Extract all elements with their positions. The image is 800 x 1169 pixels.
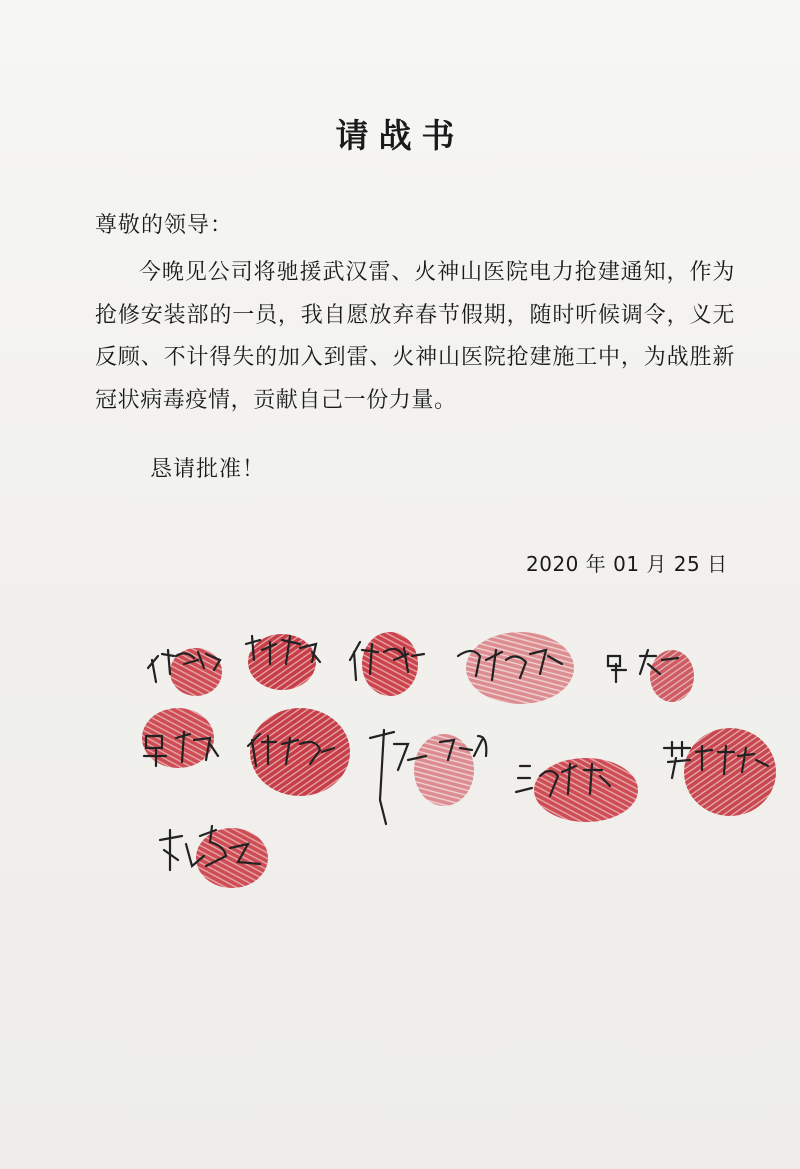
page-title: 请战书 <box>335 116 465 155</box>
signature-6 <box>142 708 218 768</box>
signature-11 <box>160 826 268 888</box>
fingerprint-7 <box>250 708 350 796</box>
fingerprint-11 <box>196 828 268 888</box>
signature-4 <box>458 632 574 704</box>
body-paragraph: 今晚见公司将驰援武汉雷、火神山医院电力抢建通知，作为抢修安装部的一员，我自愿放弃春节假期，随时听候调令，义无反顾、不计得失的加入到雷、火神山医院抢建施工中，为战胜新冠状病毒疫情，贡献自己一份力量。 <box>95 260 735 413</box>
salutation: 尊敬的领导： <box>95 213 234 238</box>
fingerprint-10 <box>684 728 776 816</box>
signature-8 <box>370 730 486 824</box>
fingerprint-4 <box>466 632 574 704</box>
signature-5 <box>608 650 694 702</box>
signature-2 <box>246 634 320 690</box>
signature-10 <box>664 728 776 816</box>
signature-1 <box>148 648 222 696</box>
closing-line: 恳请批准！ <box>150 457 266 482</box>
signature-3 <box>350 632 424 696</box>
signature-7 <box>248 708 350 796</box>
fingerprint-9 <box>534 758 638 822</box>
fingerprint-8 <box>414 734 474 806</box>
date-line: 2020 年 01 月 25 日 <box>526 552 728 576</box>
signature-9 <box>516 758 638 822</box>
fingerprint-2 <box>248 634 316 690</box>
